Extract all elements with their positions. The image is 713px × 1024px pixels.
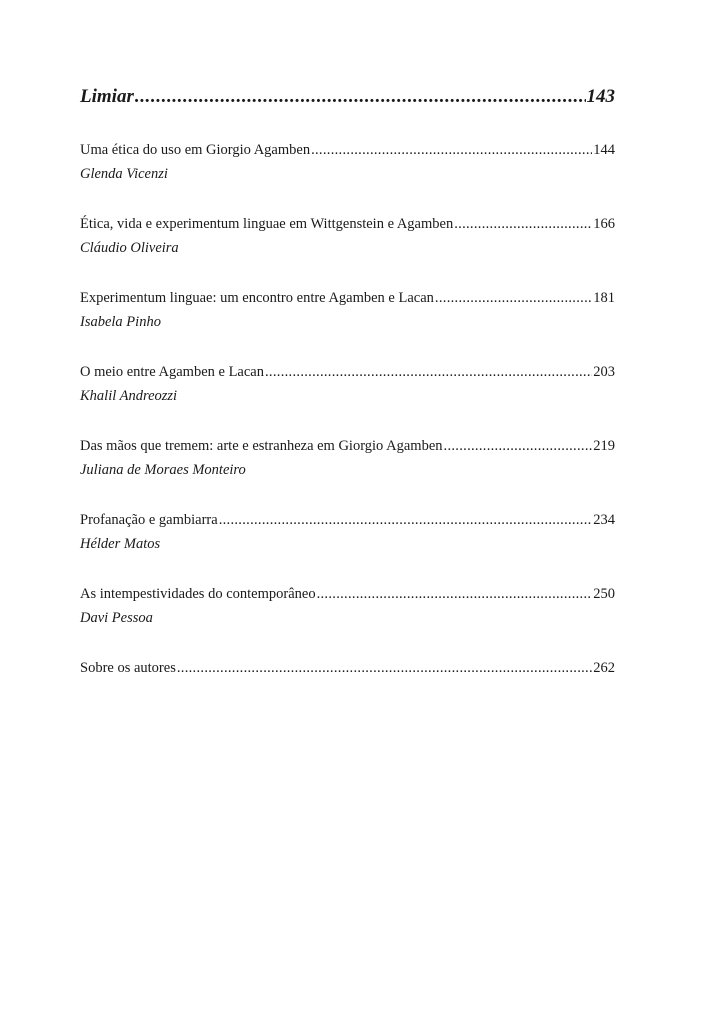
entry-title: Uma ética do uso em Giorgio Agamben	[80, 142, 311, 158]
entry-title: As intempestividades do contemporâneo	[80, 586, 316, 602]
toc-entry[interactable]	[80, 436, 615, 484]
dot-leader	[177, 658, 592, 678]
entry-page-number: 181	[593, 290, 615, 306]
entry-page-number: 166	[593, 216, 615, 232]
toc-entry[interactable]	[80, 658, 615, 680]
entry-author: Khalil Andreozzi	[80, 388, 178, 404]
entry-title: Sobre os autores	[80, 660, 176, 676]
toc-section-header[interactable]	[80, 86, 615, 112]
section-title: Limiar	[80, 86, 134, 107]
entry-title: Profanação e gambiarra	[80, 512, 218, 528]
dot-leader	[265, 362, 592, 382]
table-of-contents	[80, 86, 615, 706]
dot-leader	[435, 288, 592, 308]
entry-title: O meio entre Agamben e Lacan	[80, 364, 264, 380]
entry-page-number: 234	[593, 512, 615, 528]
entry-author: Cláudio Oliveira	[80, 240, 179, 256]
dot-leader	[444, 436, 593, 456]
entry-author: Isabela Pinho	[80, 314, 161, 330]
section-page-number: 143	[586, 86, 615, 107]
toc-entry[interactable]	[80, 510, 615, 558]
toc-entry[interactable]	[80, 584, 615, 632]
entry-title: Ética, vida e experimentum linguae em Wittgenstein e Agamben	[80, 216, 454, 232]
toc-entry[interactable]	[80, 140, 615, 188]
dot-leader	[135, 86, 586, 108]
entry-page-number: 250	[593, 586, 615, 602]
entry-author: Juliana de Moraes Monteiro	[80, 462, 246, 478]
entry-author: Davi Pessoa	[80, 610, 153, 626]
entry-title: Das mãos que tremem: arte e estranheza em Giorgio Agamben	[80, 438, 443, 454]
entry-page-number: 144	[593, 142, 615, 158]
entry-author: Hélder Matos	[80, 536, 161, 552]
entry-page-number: 219	[593, 438, 615, 454]
entry-title: Experimentum linguae: um encontro entre Agamben e Lacan	[80, 290, 434, 306]
entry-page-number: 203	[593, 364, 615, 380]
dot-leader	[219, 510, 593, 530]
toc-entry[interactable]	[80, 362, 615, 410]
dot-leader	[311, 140, 592, 160]
toc-entry[interactable]	[80, 288, 615, 336]
toc-entry[interactable]	[80, 214, 615, 262]
dot-leader	[454, 214, 592, 234]
entry-page-number: 262	[593, 660, 615, 676]
entry-author: Glenda Vicenzi	[80, 166, 168, 182]
dot-leader	[317, 584, 593, 604]
